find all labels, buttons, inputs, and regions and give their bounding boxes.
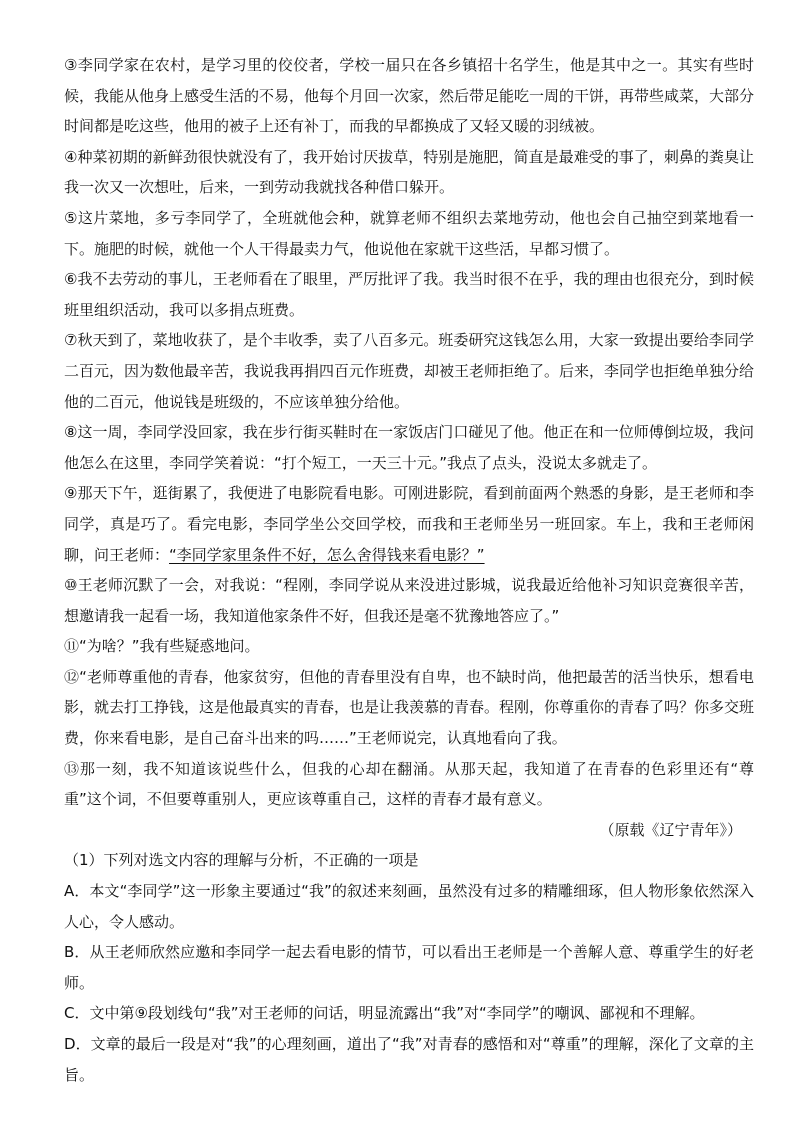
paragraph-7: ⑦秋天到了，菜地收获了，是个丰收季，卖了八百多元。班委研究这钱怎么用，大家一致提出要给李同学二百元，因为数他最辛苦，我说我再捐四百元作班费，却被王老师拒绝了。后来，李同学也拒绝单独分给他的二百元，他说钱是班级的，不应该单独分给他。 bbox=[64, 331, 755, 411]
option-b: B．从王老师欣然应邀和李同学一起去看电影的情节，可以看出王老师是一个善解人意、尊重学生的好老师。 bbox=[64, 943, 754, 992]
option-c: C．文中第⑨段划线句“我”对王老师的问话，明显流露出“我”对“李同学”的嘲讽、鄙视和不理解。 bbox=[64, 1004, 705, 1023]
document-page bbox=[64, 50, 754, 1090]
option-d: D．文章的最后一段是对“我”的心理刻画，道出了“我”对青春的感悟和对“尊重”的理解，深化了文章的主旨。 bbox=[64, 1035, 754, 1084]
paragraph-6: ⑥我不去劳动的事儿，王老师看在了眼里，严厉批评了我。我当时很不在乎，我的理由也很充分，到时候班里组织活动，我可以多捐点班费。 bbox=[64, 270, 754, 319]
paragraph-11: ⑪“为啥？”我有些疑惑地问。 bbox=[64, 637, 260, 656]
option-a: A．本文“李同学”这一形象主要通过“我”的叙述来刻画，虽然没有过多的精雕细琢，但人物形象依然深入人心，令人感动。 bbox=[64, 882, 754, 931]
paragraph-13: ⑬那一刻，我不知道该说些什么，但我的心却在翻涌。从那天起，我知道了在青春的色彩里还有“尊重”这个词，不但要尊重别人，更应该尊重自己，这样的青春才最有意义。 bbox=[64, 759, 754, 809]
paragraph-9 bbox=[64, 478, 754, 570]
paragraph-12: ⑫“老师尊重他的青春，他家贫穷，但他的青春里没有自卑，也不缺时尚，他把最苦的活当快乐，想看电影，就去打工挣钱，这是他最真实的青春，也是让我羡慕的青春。程刚，你尊重你的青春了吗？你多交班费，你来看电影，是自己奋斗出来的吗……”王老师说完，认真地看向了我。 bbox=[64, 667, 755, 748]
source-citation: （原载《辽宁青年》） bbox=[599, 820, 742, 839]
paragraph-4: ④种菜初期的新鲜劲很快就没有了，我开始讨厌拔草，特别是施肥，简直是最难受的事了，刺鼻的粪臭让我一次又一次想吐，后来，一到劳动我就找各种借口躲开。 bbox=[64, 147, 754, 197]
underlined-sentence: “李同学家里条件不好，怎么舍得钱来看电影？” bbox=[169, 545, 485, 564]
paragraph-10: ⑩王老师沉默了一会，对我说：“程刚，李同学说从来没进过影城，说我最近给他补习知识竞赛很辛苦，想邀请我一起看一场，我知道他家条件不好，但我还是毫不犹豫地答应了。” bbox=[64, 576, 754, 625]
question-stem: （1）下列对选文内容的理解与分析，不正确的一项是 bbox=[64, 851, 419, 870]
paragraph-8: ⑧这一周，李同学没回家，我在步行街买鞋时在一家饭店门口碰见了他。他正在和一位师傅倒垃圾，我问他怎么在这里，李同学笑着说：“打个短工，一天三十元。”我点了点头，没说太多就走了。 bbox=[64, 423, 754, 472]
paragraph-9-text: ⑨那天下午，逛街累了，我便进了电影院看电影。可刚进影院，看到前面两个熟悉的身影，是王老师和李同学，真是巧了。看完电影，李同学坐公交回学校，而我和王老师坐另一班回家。车上，我和王老师闲聊，问王老师： bbox=[64, 484, 754, 564]
paragraph-3: ③李同学家在农村，是学习里的佼佼者，学校一届只在各乡镇招十名学生，他是其中之一。其实有些时候，我能从他身上感受生活的不易，他每个月回一次家，然后带足能吃一周的干饼，再带些咸菜，大部分时间都是吃这些，他用的被子上还有补丁，而我的早都换成了又轻又暖的羽绒被。 bbox=[64, 56, 755, 136]
paragraph-5: ⑤这片菜地，多亏李同学了，全班就他会种，就算老师不组织去菜地劳动，他也会自己抽空到菜地看一下。施肥的时候，就他一个人干得最卖力气，他说他在家就干这些活，早都习惯了。 bbox=[64, 208, 754, 258]
